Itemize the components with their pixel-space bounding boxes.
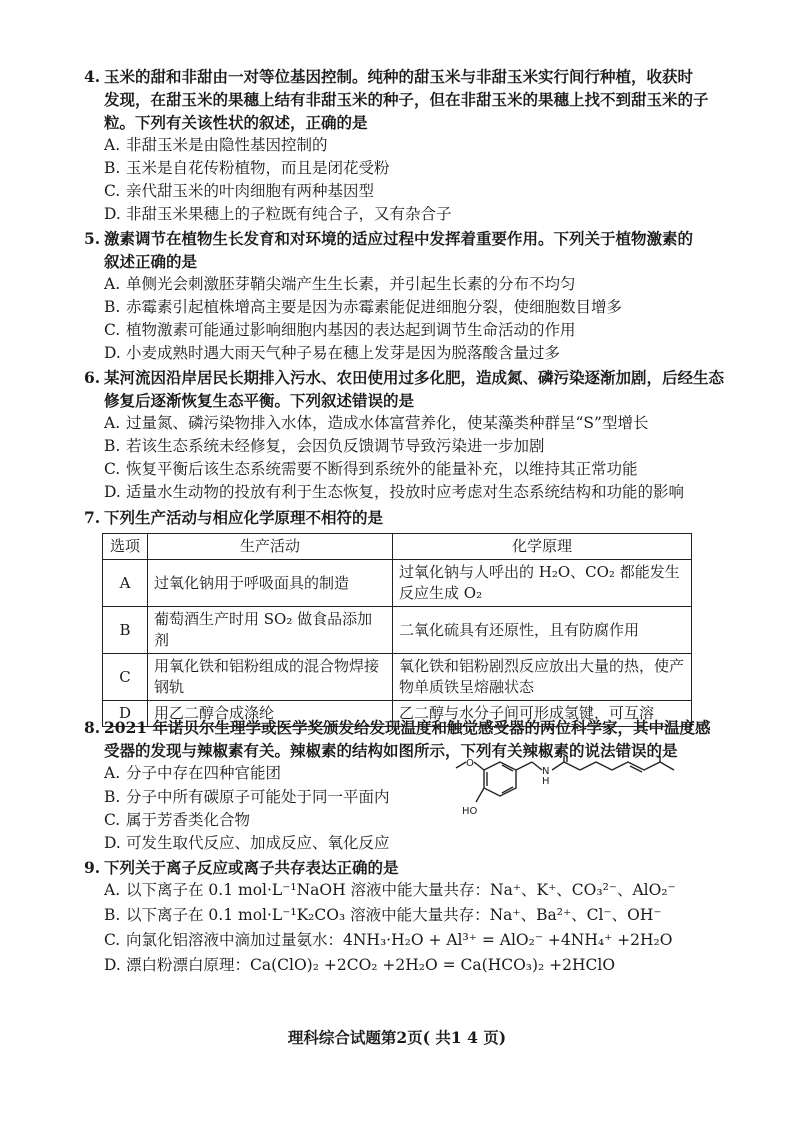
principle-cell: 过氧化钠与人呼出的 H₂O、CO₂ 都能发生反应生成 O₂ xyxy=(393,560,692,607)
question-5-stem xyxy=(84,227,693,250)
option-label: A. xyxy=(104,881,121,899)
hydrogen-label: H xyxy=(542,776,550,787)
option-text: 非甜玉米是由隐性基因控制的 xyxy=(126,136,328,154)
activity-cell: 过氧化钠用于呼吸面具的制造 xyxy=(148,560,393,607)
option-text: 恢复平衡后该生态系统需要不断得到系统外的能量补充，以维持其正常功能 xyxy=(126,460,638,478)
option-text: 单侧光会刺激胚芽鞘尖端产生生长素，并引起生长素的分布不均匀 xyxy=(126,275,576,293)
option-label: A. xyxy=(104,414,121,432)
question-7-stem xyxy=(84,506,383,529)
option-cell: B xyxy=(103,607,148,654)
option-c xyxy=(104,180,374,203)
activity-cell: 用乙二醇合成涤纶 xyxy=(148,701,393,727)
question-8-stem xyxy=(84,716,711,739)
option-b xyxy=(104,435,545,458)
table-header-row xyxy=(103,534,692,560)
option-b xyxy=(104,786,390,809)
option-b xyxy=(104,157,390,180)
hydroxyl-label: HO xyxy=(462,806,478,817)
option-label: C. xyxy=(104,460,121,478)
question-number: 8. xyxy=(84,718,101,737)
option-text: 小麦成熟时遇大雨天气种子易在穗上发芽是因为脱落酸含量过多 xyxy=(126,344,561,362)
table-row xyxy=(103,607,692,654)
question-4-stem-line3: 粒。下列有关该性状的叙述，正确的是 xyxy=(104,113,368,132)
option-d xyxy=(104,832,390,855)
option-c xyxy=(104,929,672,952)
question-9-stem xyxy=(84,856,399,879)
option-text: 以下离子在 0.1 mol·L⁻¹K₂CO₃ 溶液中能大量共存：Na⁺、Ba²⁺、Cl⁻、OH⁻ xyxy=(126,906,662,924)
option-label: A. xyxy=(104,275,121,293)
option-c xyxy=(104,319,576,342)
question-5-stem-line2: 叙述正确的是 xyxy=(104,252,198,271)
option-cell: D xyxy=(103,701,148,727)
chemistry-table xyxy=(102,533,692,727)
option-text: 若该生态系统未经修复，会因负反馈调节导致污染进一步加剧 xyxy=(126,437,545,455)
option-d xyxy=(104,481,684,504)
activity-cell: 葡萄酒生产时用 SO₂ 做食品添加剂 xyxy=(148,607,393,654)
principle-cell: 乙二醇与水分子间可形成氢键，可互溶 xyxy=(393,701,692,727)
option-a xyxy=(104,134,328,157)
capsaicin-structure-image xyxy=(452,756,692,828)
option-text: 向氯化铝溶液中滴加过量氨水：4NH₃·H₂O + Al³⁺ = AlO₂⁻ +4NH₄⁺ +2H₂O xyxy=(126,931,673,949)
option-label: B. xyxy=(104,159,121,177)
option-b xyxy=(104,904,662,927)
principle-cell: 二氧化硫具有还原性，且有防腐作用 xyxy=(393,607,692,654)
column-header: 选项 xyxy=(103,534,148,560)
option-a xyxy=(104,879,676,902)
activity-cell: 用氧化铁和铝粉组成的混合物焊接钢轨 xyxy=(148,654,393,701)
option-label: A. xyxy=(104,136,121,154)
stem-text: 2021 年诺贝尔生理学或医学奖颁发给发现温度和触觉感受器的两位科学家，其中温度感 xyxy=(104,718,711,737)
option-label: D. xyxy=(104,344,121,362)
stem-text: 某河流因沿岸居民长期排入污水、农田使用过多化肥，造成氮、磷污染逐渐加剧，后经生态 xyxy=(104,368,725,387)
stem-text: 玉米的甜和非甜由一对等位基因控制。纯种的甜玉米与非甜玉米实行间行种植，收获时 xyxy=(104,67,694,86)
option-d xyxy=(104,342,560,365)
option-text: 非甜玉米果穗上的子粒既有纯合子，又有杂合子 xyxy=(126,205,452,223)
option-text: 赤霉素引起植株增高主要是因为赤霉素能促进细胞分裂，使细胞数目增多 xyxy=(126,298,623,316)
page-footer: 理科综合试题第2页( 共1 4 页) xyxy=(287,1028,507,1047)
table-row xyxy=(103,560,692,607)
option-text: 分子中存在四种官能团 xyxy=(126,764,282,782)
option-c xyxy=(104,458,638,481)
question-number: 5. xyxy=(84,229,101,248)
option-text: 亲代甜玉米的叶肉细胞有两种基因型 xyxy=(126,182,375,200)
option-text: 玉米是自花传粉植物，而且是闭花受粉 xyxy=(126,159,390,177)
option-text: 可发生取代反应、加成反应、氧化反应 xyxy=(126,834,390,852)
option-c xyxy=(104,809,250,832)
option-label: C. xyxy=(104,321,121,339)
option-label: B. xyxy=(104,906,121,924)
option-text: 分子中所有碳原子可能处于同一平面内 xyxy=(126,788,390,806)
oxygen-label: O xyxy=(466,758,474,769)
option-d xyxy=(104,954,615,977)
option-a xyxy=(104,412,648,435)
option-cell: C xyxy=(103,654,148,701)
option-text: 以下离子在 0.1 mol·L⁻¹NaOH 溶液中能大量共存：Na⁺、K⁺、CO₃²⁻、AlO₂⁻ xyxy=(126,881,676,899)
option-text: 适量水生动物的投放有利于生态恢复，投放时应考虑对生态系统结构和功能的影响 xyxy=(126,483,685,501)
option-label: D. xyxy=(104,956,121,974)
question-6-stem-line2: 修复后逐渐恢复生态平衡。下列叙述错误的是 xyxy=(104,391,415,410)
question-number: 4. xyxy=(84,67,101,86)
option-label: B. xyxy=(104,298,121,316)
option-text: 漂白粉漂白原理：Ca(ClO)₂ +2CO₂ +2H₂O = Ca(HCO₃)₂ +2HClO xyxy=(126,956,616,974)
stem-text: 下列关于离子反应或离子共存表达正确的是 xyxy=(104,858,399,877)
stem-text: 下列生产活动与相应化学原理不相符的是 xyxy=(104,508,384,527)
nitrogen-label: N xyxy=(542,766,550,777)
option-b xyxy=(104,296,622,319)
option-label: D. xyxy=(104,483,121,501)
question-number: 6. xyxy=(84,368,101,387)
question-number: 9. xyxy=(84,858,101,877)
question-number: 7. xyxy=(84,508,101,527)
column-header: 生产活动 xyxy=(148,534,393,560)
column-header: 化学原理 xyxy=(393,534,692,560)
option-label: D. xyxy=(104,834,121,852)
option-label: C. xyxy=(104,811,121,829)
option-d xyxy=(104,203,452,226)
question-4-stem-line2: 发现，在甜玉米的果穗上结有非甜玉米的种子，但在非甜玉米的果穗上找不到甜玉米的子 xyxy=(104,90,709,109)
option-label: C. xyxy=(104,931,121,949)
option-label: C. xyxy=(104,182,121,200)
option-cell: A xyxy=(103,560,148,607)
table-row xyxy=(103,654,692,701)
stem-text: 激素调节在植物生长发育和对环境的适应过程中发挥着重要作用。下列关于植物激素的 xyxy=(104,229,694,248)
option-label: D. xyxy=(104,205,121,223)
option-a xyxy=(104,273,576,296)
option-label: A. xyxy=(104,764,121,782)
question-6-stem xyxy=(84,366,724,389)
question-4-stem xyxy=(84,65,693,88)
option-text: 属于芳香类化合物 xyxy=(126,811,251,829)
option-a xyxy=(104,762,281,785)
option-text: 植物激素可能通过影响细胞内基因的表达起到调节生命活动的作用 xyxy=(126,321,576,339)
principle-cell: 氧化铁和铝粉剧烈反应放出大量的热，使产物单质铁呈熔融状态 xyxy=(393,654,692,701)
option-text: 过量氮、磷污染物排入水体，造成水体富营养化，使某藻类种群呈“S”型增长 xyxy=(126,414,649,432)
option-label: B. xyxy=(104,437,121,455)
option-label: B. xyxy=(104,788,121,806)
question-8-stem-line2: 受器的发现与辣椒素有关。辣椒素的结构如图所示，下列有关辣椒素的说法错误的是 xyxy=(104,741,678,760)
